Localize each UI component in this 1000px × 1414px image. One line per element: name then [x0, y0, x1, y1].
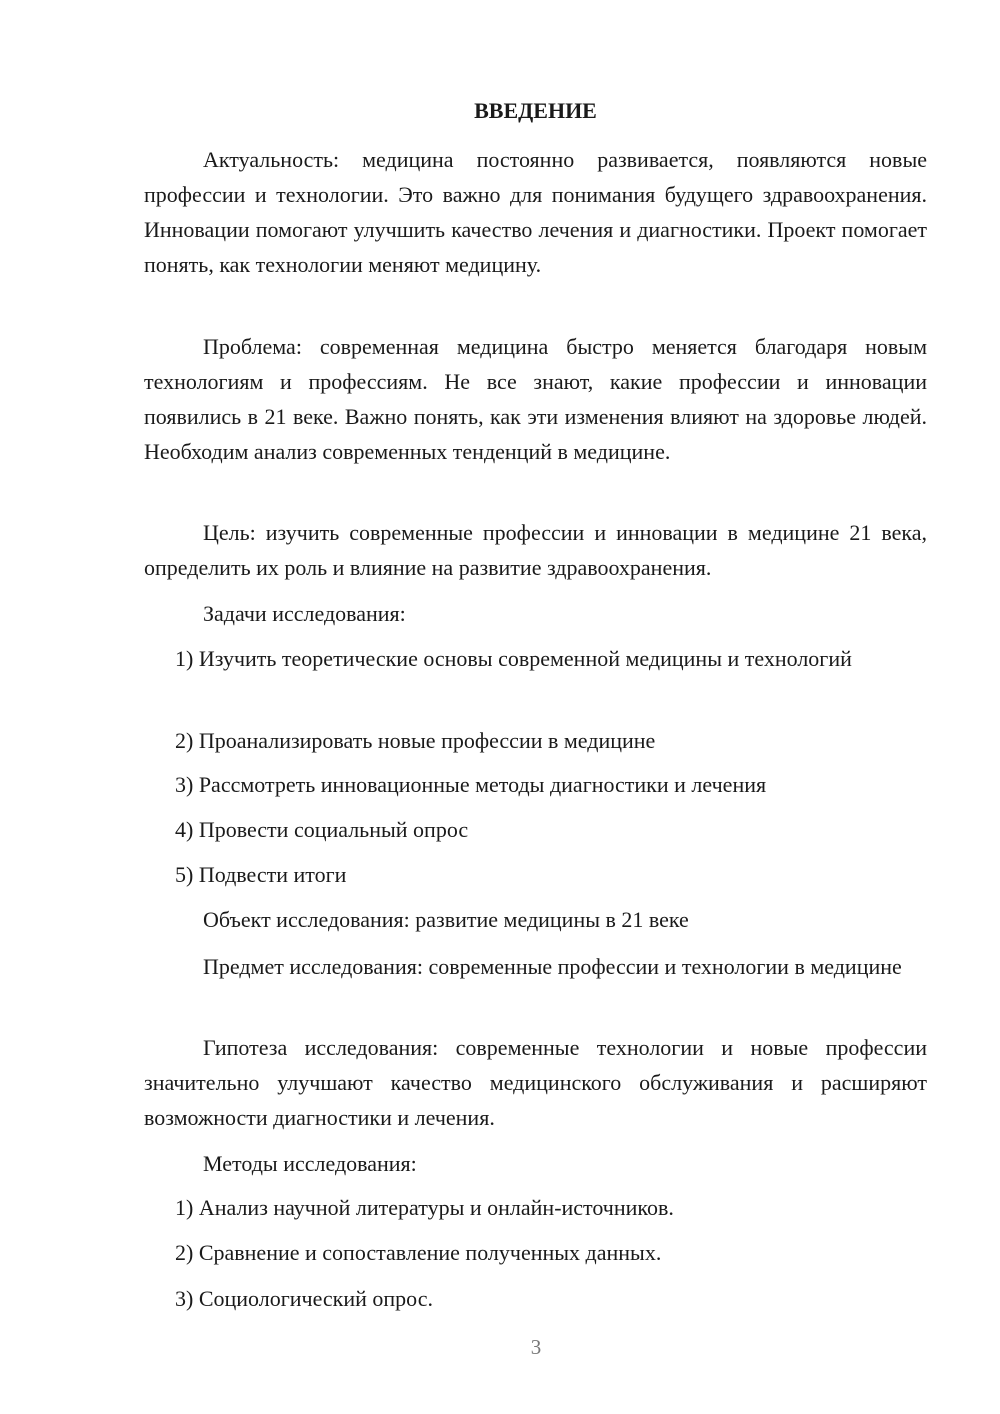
problem-paragraph: Проблема: современная медицина быстро меняется благодаря новым технологиям и профессиям. Не все знают, какие профессии и инновации появились в 21 веке. Важно понять, как эти изменения влияют на здоровье людей. Необходим анализ современных тенденций в медицине.	[144, 334, 927, 464]
method-item-1: 1) Анализ научной литературы и онлайн-источников.	[175, 1195, 674, 1220]
tasks-heading: Задачи исследования:	[203, 601, 406, 626]
subject-paragraph: Предмет исследования: современные профессии и технологии в медицине	[203, 954, 902, 979]
task-item-2: 2) Проанализировать новые профессии в медицине	[175, 728, 656, 753]
section-heading: ВВЕДЕНИЕ	[474, 98, 597, 123]
task-item-1: 1) Изучить теоретические основы современной медицины и технологий	[175, 646, 852, 671]
hypothesis-paragraph: Гипотеза исследования: современные технологии и новые профессии значительно улучшают качество медицинского обслуживания и расширяют возможности диагностики и лечения.	[144, 1035, 927, 1130]
method-item-2: 2) Сравнение и сопоставление полученных данных.	[175, 1240, 662, 1265]
task-item-4: 4) Провести социальный опрос	[175, 817, 469, 842]
method-item-3: 3) Социологический опрос.	[175, 1286, 433, 1311]
methods-heading: Методы исследования:	[203, 1151, 417, 1176]
object-paragraph: Объект исследования: развитие медицины в 21 веке	[203, 907, 689, 932]
goal-paragraph: Цель: изучить современные профессии и инновации в медицине 21 века, определить их роль и влияние на развитие здравоохранения.	[144, 520, 927, 580]
page-number: 3	[530, 1335, 542, 1359]
task-item-5: 5) Подвести итоги	[175, 862, 347, 887]
task-item-3: 3) Рассмотреть инновационные методы диагностики и лечения	[175, 772, 767, 797]
relevance-paragraph: Актуальность: медицина постоянно развивается, появляются новые профессии и технологии. Это важно для понимания будущего здравоохранения. Инновации помогают улучшить качество лечения и диагностики. Проект помогает понять, как технологии меняют медицину.	[144, 147, 927, 277]
